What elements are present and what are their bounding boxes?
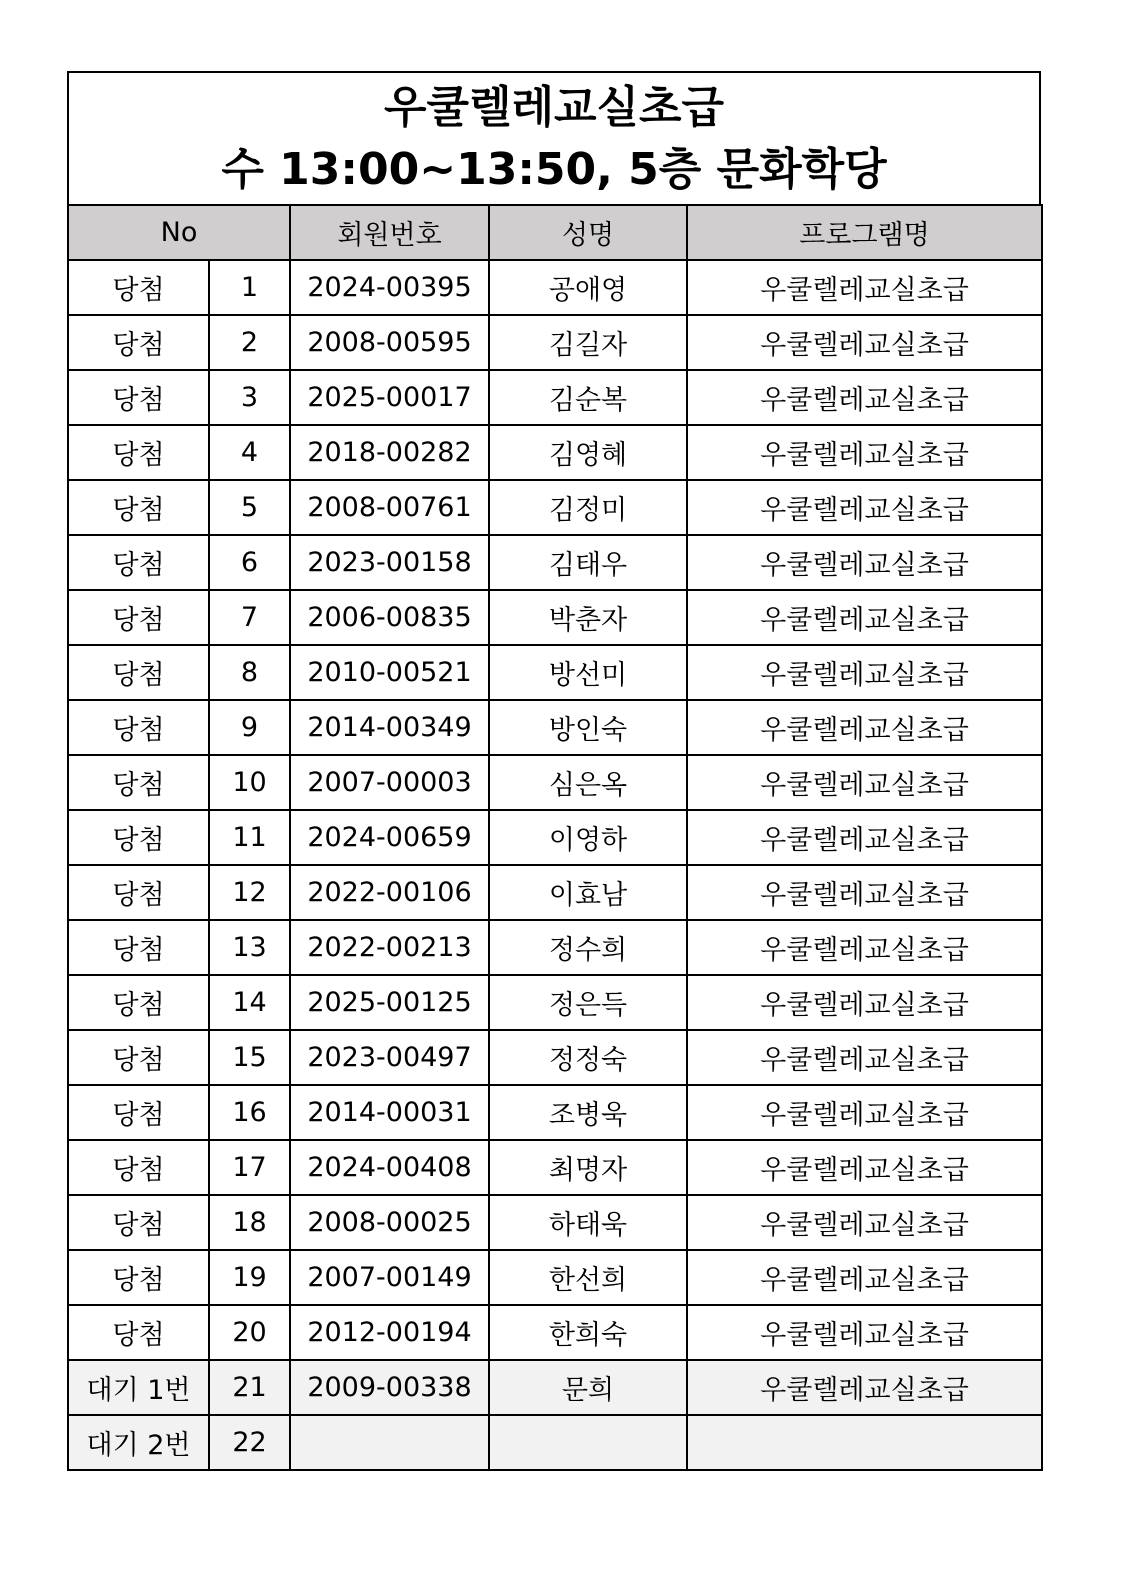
member-id-cell: 2022-00213 [290,920,489,975]
member-id-cell: 2025-00125 [290,975,489,1030]
status-cell: 당첨 [68,810,209,865]
status-cell: 당첨 [68,425,209,480]
schedule-location: 수 13:00~13:50, 5층 문화학당 [221,143,887,195]
program-cell: 우쿨렐레교실초급 [687,920,1042,975]
status-cell: 당첨 [68,370,209,425]
table-row [68,480,1042,535]
member-id-cell: 2007-00003 [290,755,489,810]
name-cell: 한선희 [489,1250,687,1305]
table-row [68,810,1042,865]
name-cell: 방인숙 [489,700,687,755]
table-row [68,1085,1042,1140]
member-id-cell: 2025-00017 [290,370,489,425]
name-cell [489,1415,687,1470]
number-cell: 14 [209,975,290,1030]
member-id-cell: 2008-00761 [290,480,489,535]
number-cell: 3 [209,370,290,425]
table-row [68,1195,1042,1250]
member-id-cell: 2024-00408 [290,1140,489,1195]
program-cell: 우쿨렐레교실초급 [687,425,1042,480]
table-row [68,865,1042,920]
number-cell: 9 [209,700,290,755]
status-cell: 당첨 [68,1030,209,1085]
number-cell: 10 [209,755,290,810]
column-header-name: 성명 [489,205,687,260]
number-cell: 2 [209,315,290,370]
member-id-cell: 2010-00521 [290,645,489,700]
status-cell: 당첨 [68,1140,209,1195]
number-cell: 21 [209,1360,290,1415]
name-cell: 정은득 [489,975,687,1030]
number-cell: 13 [209,920,290,975]
status-cell: 당첨 [68,1195,209,1250]
name-cell: 심은옥 [489,755,687,810]
status-cell: 당첨 [68,315,209,370]
program-cell: 우쿨렐레교실초급 [687,1305,1042,1360]
name-cell: 김정미 [489,480,687,535]
member-id-cell: 2014-00031 [290,1085,489,1140]
program-cell: 우쿨렐레교실초급 [687,1195,1042,1250]
table-row [68,590,1042,645]
member-id-cell: 2024-00659 [290,810,489,865]
name-cell: 김순복 [489,370,687,425]
program-cell: 우쿨렐레교실초급 [687,370,1042,425]
member-id-cell: 2012-00194 [290,1305,489,1360]
name-cell: 공애영 [489,260,687,315]
program-cell [687,1415,1042,1470]
status-cell: 당첨 [68,590,209,645]
program-cell: 우쿨렐레교실초급 [687,865,1042,920]
number-cell: 12 [209,865,290,920]
table-row [68,1305,1042,1360]
number-cell: 18 [209,1195,290,1250]
result-table [67,204,1043,1471]
status-cell: 당첨 [68,700,209,755]
number-cell: 16 [209,1085,290,1140]
status-cell: 당첨 [68,1085,209,1140]
program-cell: 우쿨렐레교실초급 [687,975,1042,1030]
name-cell: 김영혜 [489,425,687,480]
table-row [68,1140,1042,1195]
number-cell: 22 [209,1415,290,1470]
name-cell: 방선미 [489,645,687,700]
member-id-cell: 2023-00158 [290,535,489,590]
table-row [68,370,1042,425]
number-cell: 5 [209,480,290,535]
name-cell: 한희숙 [489,1305,687,1360]
program-cell: 우쿨렐레교실초급 [687,1085,1042,1140]
name-cell: 김길자 [489,315,687,370]
program-cell: 우쿨렐레교실초급 [687,315,1042,370]
member-id-cell: 2018-00282 [290,425,489,480]
table-body [68,260,1042,1470]
status-cell: 당첨 [68,1305,209,1360]
name-cell: 이효남 [489,865,687,920]
table-row [68,260,1042,315]
name-cell: 정정숙 [489,1030,687,1085]
status-cell: 대기 1번 [68,1360,209,1415]
column-header-program: 프로그램명 [687,205,1042,260]
number-cell: 17 [209,1140,290,1195]
status-cell: 당첨 [68,535,209,590]
program-cell: 우쿨렐레교실초급 [687,590,1042,645]
name-cell: 박춘자 [489,590,687,645]
status-cell: 당첨 [68,480,209,535]
name-cell: 김태우 [489,535,687,590]
program-cell: 우쿨렐레교실초급 [687,1250,1042,1305]
status-cell: 당첨 [68,260,209,315]
status-cell: 당첨 [68,645,209,700]
member-id-cell: 2022-00106 [290,865,489,920]
member-id-cell: 2006-00835 [290,590,489,645]
status-cell: 당첨 [68,865,209,920]
name-cell: 이영하 [489,810,687,865]
status-cell: 대기 2번 [68,1415,209,1470]
table-row [68,315,1042,370]
name-cell: 하태욱 [489,1195,687,1250]
member-id-cell [290,1415,489,1470]
program-cell: 우쿨렐레교실초급 [687,755,1042,810]
number-cell: 6 [209,535,290,590]
number-cell: 8 [209,645,290,700]
member-id-cell: 2023-00497 [290,1030,489,1085]
number-cell: 1 [209,260,290,315]
name-cell: 문희 [489,1360,687,1415]
member-id-cell: 2014-00349 [290,700,489,755]
table-row [68,1030,1042,1085]
program-cell: 우쿨렐레교실초급 [687,645,1042,700]
lottery-result-sheet [67,71,1041,1471]
number-cell: 20 [209,1305,290,1360]
table-row [68,1360,1042,1415]
status-cell: 당첨 [68,1250,209,1305]
number-cell: 11 [209,810,290,865]
status-cell: 당첨 [68,920,209,975]
status-cell: 당첨 [68,975,209,1030]
number-cell: 4 [209,425,290,480]
program-cell: 우쿨렐레교실초급 [687,1140,1042,1195]
program-cell: 우쿨렐레교실초급 [687,480,1042,535]
program-cell: 우쿨렐레교실초급 [687,700,1042,755]
program-cell: 우쿨렐레교실초급 [687,810,1042,865]
column-header-no: No [68,205,290,260]
program-cell: 우쿨렐레교실초급 [687,260,1042,315]
table-row [68,535,1042,590]
member-id-cell: 2007-00149 [290,1250,489,1305]
table-row [68,920,1042,975]
program-cell: 우쿨렐레교실초급 [687,535,1042,590]
member-id-cell: 2008-00025 [290,1195,489,1250]
number-cell: 15 [209,1030,290,1085]
name-cell: 최명자 [489,1140,687,1195]
table-row [68,975,1042,1030]
table-row [68,1415,1042,1470]
table-row [68,755,1042,810]
program-title: 우쿨렐레교실초급 [383,81,725,133]
table-row [68,645,1042,700]
table-row [68,700,1042,755]
member-id-cell: 2024-00395 [290,260,489,315]
program-cell: 우쿨렐레교실초급 [687,1360,1042,1415]
title-block [67,71,1041,204]
column-header-member-id: 회원번호 [290,205,489,260]
name-cell: 정수희 [489,920,687,975]
table-header [68,205,1042,260]
number-cell: 19 [209,1250,290,1305]
table-row [68,425,1042,480]
name-cell: 조병욱 [489,1085,687,1140]
number-cell: 7 [209,590,290,645]
member-id-cell: 2008-00595 [290,315,489,370]
status-cell: 당첨 [68,755,209,810]
program-cell: 우쿨렐레교실초급 [687,1030,1042,1085]
table-row [68,1250,1042,1305]
member-id-cell: 2009-00338 [290,1360,489,1415]
